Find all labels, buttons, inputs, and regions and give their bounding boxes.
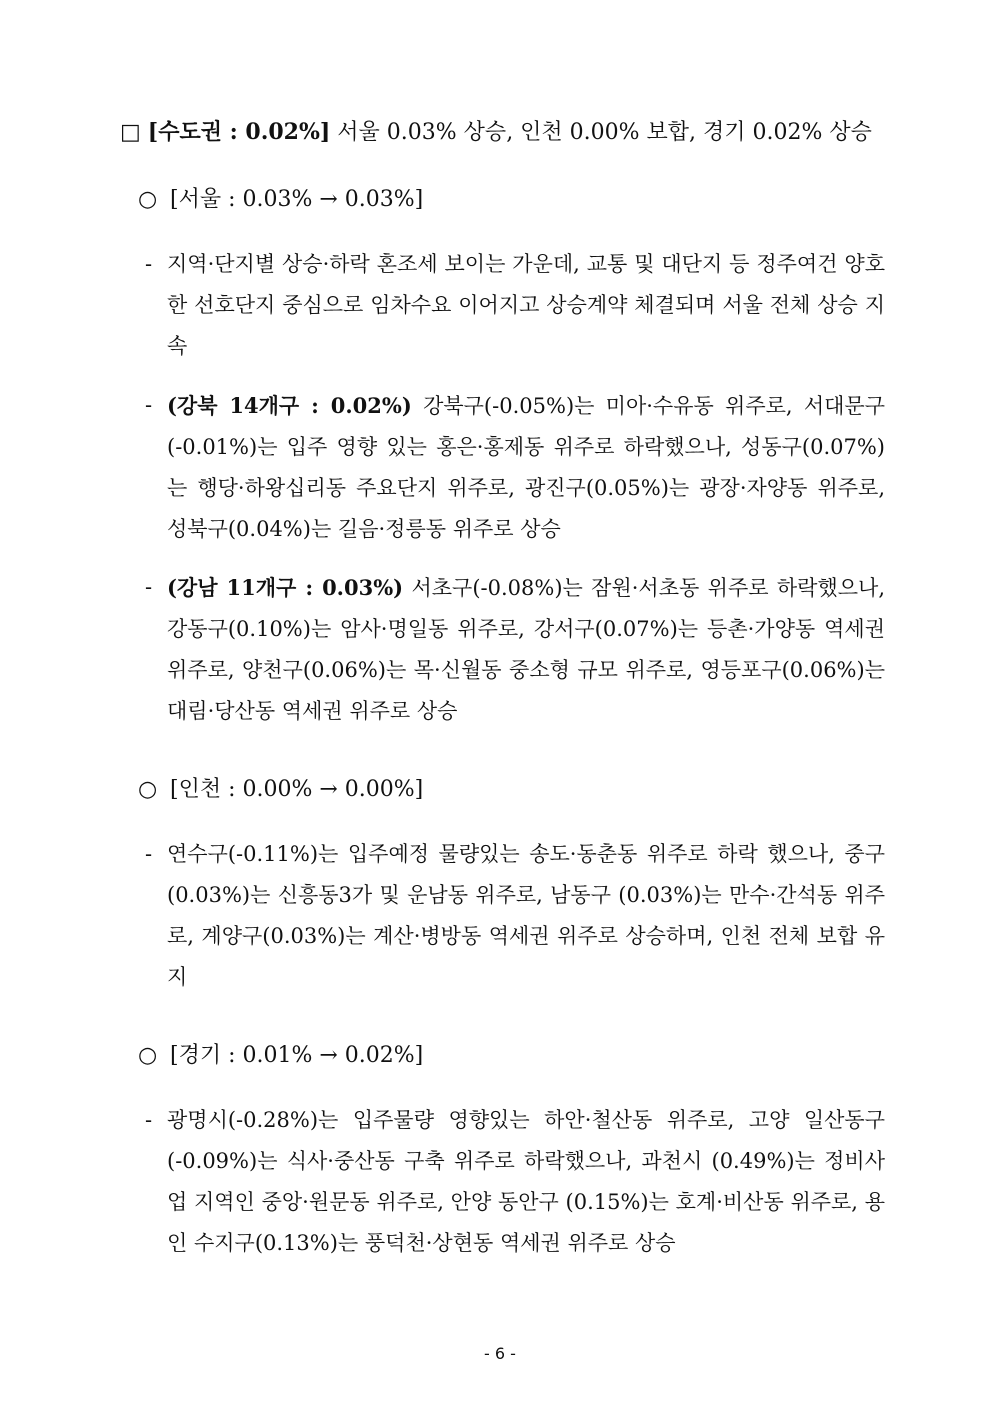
gyeonggi-subheading xyxy=(138,1036,878,1076)
dash-bullet: - xyxy=(145,575,153,599)
dash-bullet: - xyxy=(145,393,153,417)
dash-bullet: - xyxy=(145,842,153,866)
checkbox-square-icon: □ xyxy=(120,120,141,145)
paragraph-text: 지역·단지별 상승·하락 혼조세 보이는 가운데, 교통 및 대단지 등 정주여건 양호한 선호단지 중심으로 임차수요 이어지고 상승계약 체결되며 서울 전체 상승 지속 xyxy=(167,252,885,358)
paragraph-label: (강북 14개구 : 0.02%) xyxy=(167,393,412,418)
paragraph-text: 연수구(-0.11%)는 입주예정 물량있는 송도·동춘동 위주로 하락 했으나, 중구(0.03%)는 신흥동3가 및 운남동 위주로, 남동구 (0.03%)는 만수·간석동 위주로, 계양구(0.03%)는 계산·병방동 역세권 위주로 상승하며, 인천 전체 보합 유지 xyxy=(167,842,885,989)
heading-summary: 서울 0.03% 상승, 인천 0.00% 보합, 경기 0.02% 상승 xyxy=(330,120,872,145)
section-heading xyxy=(120,112,890,153)
page-number: - 6 - xyxy=(484,1344,516,1363)
seoul-paragraph-gangbuk xyxy=(145,385,885,550)
circle-bullet-icon: ○ xyxy=(138,187,158,212)
paragraph-label: (강남 11개구 : 0.03%) xyxy=(167,575,404,600)
circle-bullet-icon: ○ xyxy=(138,777,158,802)
seoul-paragraph-gangnam xyxy=(145,567,885,732)
gyeonggi-title: [경기 : 0.01% → 0.02%] xyxy=(170,1043,424,1068)
gyeonggi-paragraph xyxy=(145,1100,885,1264)
dash-bullet: - xyxy=(145,1108,153,1132)
paragraph-text: 광명시(-0.28%)는 입주물량 영향있는 하안·철산동 위주로, 고양 일산동구(-0.09%)는 식사·중산동 구축 위주로 하락했으나, 과천시 (0.49%)는 정비사업 지역인 중앙·원문동 위주로, 안양 동안구 (0.15%)는 호계·비산동 위주로, 용인 수지구(0.13%)는 풍덕천·상현동 역세권 위주로 상승 xyxy=(167,1108,885,1255)
seoul-paragraph-1 xyxy=(145,244,885,367)
dash-bullet: - xyxy=(145,252,153,276)
seoul-title: [서울 : 0.03% → 0.03%] xyxy=(170,187,424,212)
paragraph-text: 강북구(-0.05%)는 미아·수유동 위주로, 서대문구(-0.01%)는 입주 영향 있는 홍은·홍제동 위주로 하락했으나, 성동구(0.07%)는 행당·하왕십리동 주요단지 위주로, 광진구(0.05%)는 광장·자양동 위주로, 성북구(0.04%)는 길음·정릉동 위주로 상승 xyxy=(167,394,885,541)
incheon-subheading xyxy=(138,770,878,810)
incheon-title: [인천 : 0.00% → 0.00%] xyxy=(170,777,424,802)
heading-label: [수도권 : 0.02%] xyxy=(147,119,331,145)
paragraph-text: 서초구(-0.08%)는 잠원·서초동 위주로 하락했으나, 강동구(0.10%)는 암사·명일동 위주로, 강서구(0.07%)는 등촌·가양동 역세권 위주로, 양천구(0.06%)는 목·신월동 중소형 규모 위주로, 영등포구(0.06%)는 대림·당산동 역세권 위주로 상승 xyxy=(167,576,885,723)
seoul-subheading xyxy=(138,180,878,220)
circle-bullet-icon: ○ xyxy=(138,1043,158,1068)
incheon-paragraph xyxy=(145,834,885,998)
